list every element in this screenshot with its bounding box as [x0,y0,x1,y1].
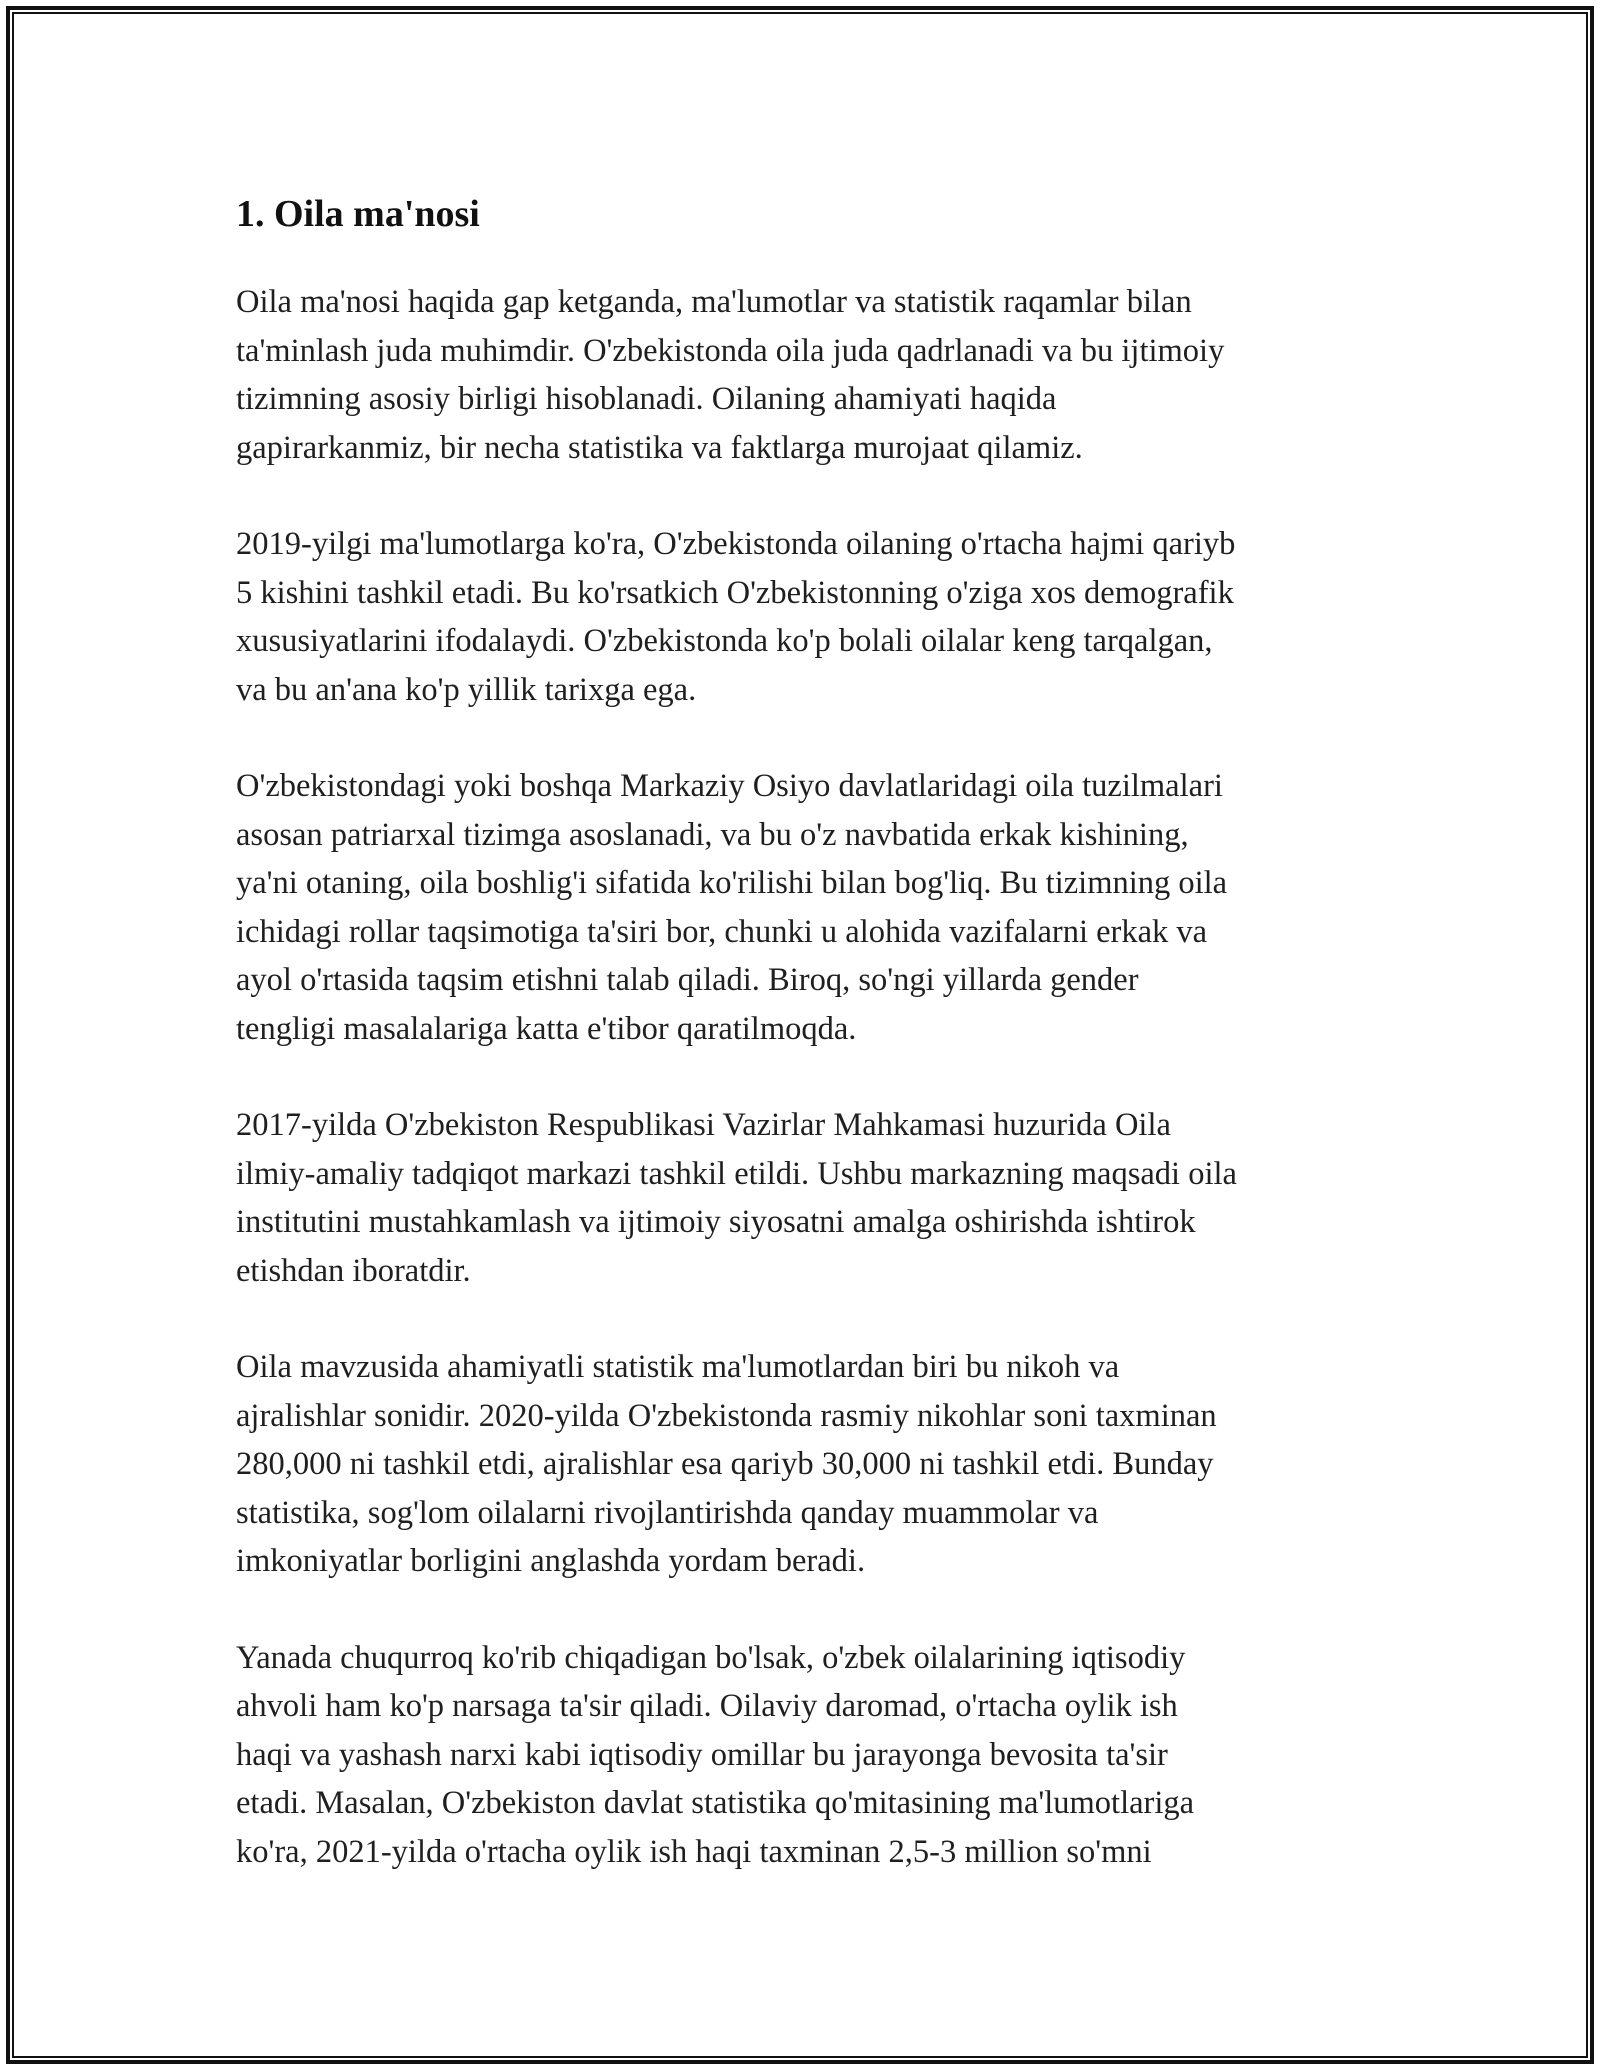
paragraph-1: Oila ma'nosi haqida gap ketganda, ma'lumotlar va statistik raqamlar bilan ta'minlash juda muhimdir. O'zbekistonda oila juda qadrlanadi va bu ijtimoiy tizimning asosiy birligi hisoblanadi. Oilaning ahamiyati haqida gapirarkanmiz, bir necha statistika va faktlarga murojaat qilamiz. [236,284,1225,466]
section-heading: 1. Oila ma'nosi [236,193,480,235]
paragraph-5: Oila mavzusida ahamiyatli statistik ma'lumotlardan biri bu nikoh va ajralishlar sonidir. 2020-yilda O'zbekistonda rasmiy nikohlar soni taxminan 280,000 ni tashkil etdi, ajralishlar esa qariyb 30,000 ni tashkil etdi. Bunday statistika, sog'lom oilalarni rivojlantirishda qanday muammolar va imkoniyatlar borligini anglashda yordam beradi. [236,1349,1217,1579]
document-body [236,186,1386,1924]
paragraph-2: 2019-yilgi ma'lumotlarga ko'ra, O'zbekistonda oilaning o'rtacha hajmi qariyb 5 kishini tashkil etadi. Bu ko'rsatkich O'zbekistonning o'ziga xos demografik xususiyatlarini ifodalaydi. O'zbekistonda ko'p bolali oilalar keng tarqalgan, va bu an'ana ko'p yillik tarixga ega. [236,526,1236,708]
paragraph-6: Yanada chuqurroq ko'rib chiqadigan bo'lsak, o'zbek oilalarining iqtisodiy ahvoli ham ko'p narsaga ta'sir qiladi. Oilaviy daromad, o'rtacha oylik ish haqi va yashash narxi kabi iqtisodiy omillar bu jarayonga bevosita ta'sir etadi. Masalan, O'zbekiston davlat statistika qo'mitasining ma'lumotlariga ko'ra, 2021-yilda o'rtacha oylik ish haqi taxminan 2,5-3 million so'mni [236,1639,1195,1870]
paragraph-4: 2017-yilda O'zbekiston Respublikasi Vazirlar Mahkamasi huzurida Oila ilmiy-amaliy tadqiqot markazi tashkil etildi. Ushbu markazning maqsadi oila institutini mustahkamlash va ijtimoiy siyosatni amalga oshirishda ishtirok etishdan iboratdir. [236,1107,1237,1289]
paragraph-3: O'zbekistondagi yoki boshqa Markaziy Osiyo davlatlaridagi oila tuzilmalari asosan patriarxal tizimga asoslanadi, va bu o'z navbatida erkak kishining, ya'ni otaning, oila boshlig'i sifatida ko'rilishi bilan bog'liq. Bu tizimning oila ichidagi rollar taqsimotiga ta'siri bor, chunki u alohida vazifalarni erkak va ayol o'rtasida taqsim etishni talab qiladi. Biroq, so'ngi yillarda gender tengligi masalalariga katta e'tibor qaratilmoqda. [236,768,1228,1047]
